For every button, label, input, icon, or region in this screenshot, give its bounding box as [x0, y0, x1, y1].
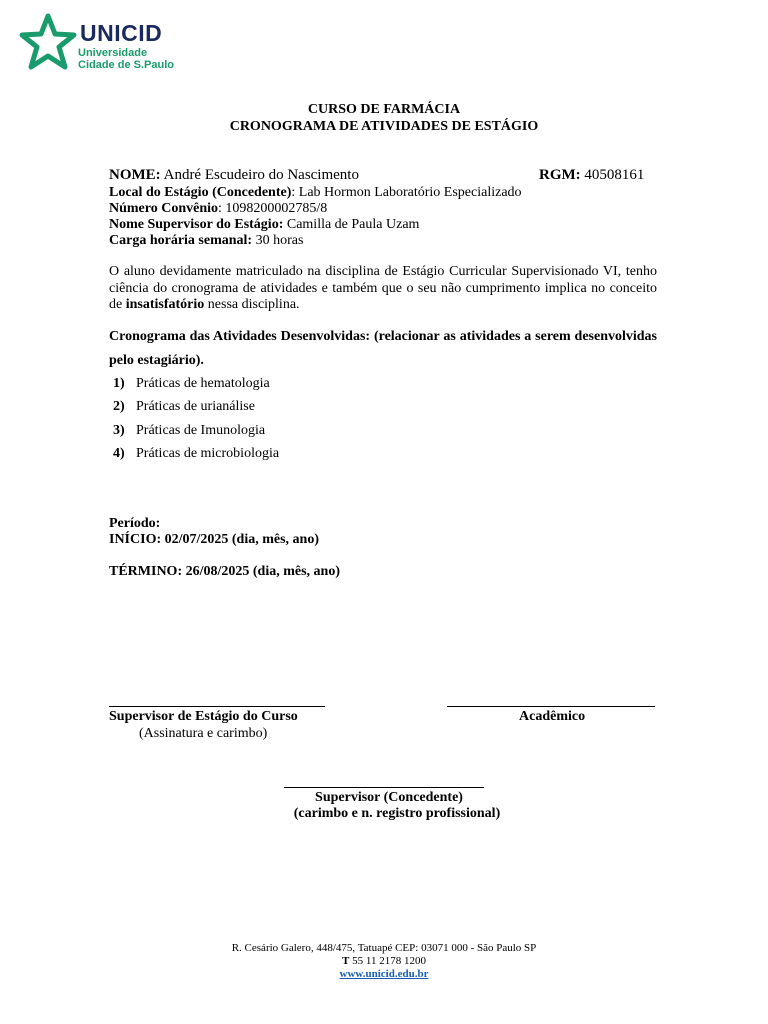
termino-date: TÉRMINO: 26/08/2025 (dia, mês, ano): [109, 564, 340, 579]
periodo-label: Período:: [109, 516, 161, 531]
local-line: Local do Estágio (Concedente): Lab Hormon Laboratório Especializado: [109, 185, 522, 200]
rgm-label: RGM:: [539, 167, 581, 183]
signature-concedente-title: Supervisor (Concedente): [315, 790, 463, 805]
statement-emphasis: insatisfatório: [125, 297, 205, 312]
carga-value: 30 horas: [255, 233, 304, 248]
name-value: André Escudeiro do Nascimento: [163, 167, 359, 183]
supervisor-value: Camilla de Paula Uzam: [286, 217, 420, 232]
convenio-label: Número Convênio: [109, 201, 219, 216]
statement-text-end: nessa disciplina.: [204, 297, 300, 312]
convenio-value: 1098200002785/8: [225, 201, 328, 216]
signature-academico-title: Acadêmico: [519, 709, 586, 724]
activity-item: [113, 376, 270, 392]
activity-text: Práticas de microbiologia: [136, 446, 280, 461]
logo-line-2: Cidade de S.Paulo: [78, 59, 174, 71]
cronograma-heading: Cronograma das Atividades Desenvolvidas: (relacionar as atividades a serem desenvolvidas pelo estagiário).: [109, 329, 657, 368]
carga-label: Carga horária semanal:: [109, 233, 253, 248]
document-title: CRONOGRAMA DE ATIVIDADES DE ESTÁGIO: [229, 119, 539, 134]
local-label: Local do Estágio (Concedente): [109, 185, 292, 200]
footer-phone: [0, 955, 768, 967]
signature-concedente-note: (carimbo e n. registro profissional): [293, 806, 501, 821]
activity-number: 4): [113, 446, 125, 461]
activity-text: Práticas de Imunologia: [136, 423, 266, 438]
activity-item: [113, 399, 255, 415]
logo-brand: UNICID: [80, 20, 163, 46]
activity-text: Práticas de hematologia: [136, 376, 270, 391]
name-line: [109, 167, 359, 184]
signature-line-curso: [109, 706, 325, 707]
footer-phone-number: 55 11 2178 1200: [349, 955, 426, 967]
course-title: CURSO DE FARMÁCIA: [307, 102, 461, 117]
local-value: Lab Hormon Laboratório Especializado: [298, 185, 522, 200]
signature-line-academico: [447, 706, 655, 707]
convenio-line: Número Convênio: 1098200002785/8: [109, 201, 328, 216]
rgm-value: 40508161: [584, 167, 645, 183]
activity-text: Práticas de urianálise: [136, 399, 255, 414]
star-logo-icon: [18, 12, 78, 74]
activity-item: [113, 446, 279, 462]
logo-line-1: Universidade: [78, 47, 148, 59]
footer-phone-label: T: [342, 955, 350, 967]
statement-paragraph: [109, 264, 657, 314]
unicid-logo: [18, 12, 198, 74]
inicio-date: INÍCIO: 02/07/2025 (dia, mês, ano): [109, 532, 320, 547]
footer-website-link[interactable]: www.unicid.edu.br: [339, 968, 429, 980]
activity-number: 2): [113, 399, 125, 414]
footer-address: R. Cesário Galero, 448/475, Tatuapé CEP: 03071 000 - São Paulo SP: [231, 942, 537, 954]
activity-number: 1): [113, 376, 125, 391]
rgm-line: [539, 167, 644, 184]
supervisor-label: Nome Supervisor do Estágio:: [109, 217, 284, 232]
supervisor-line: [109, 217, 419, 233]
activity-item: [113, 423, 265, 439]
footer-website-wrap: [0, 968, 768, 980]
name-label: NOME:: [109, 167, 161, 183]
activity-number: 3): [113, 423, 125, 438]
carga-line: [109, 233, 303, 249]
signature-curso-title: Supervisor de Estágio do Curso: [109, 709, 298, 724]
signature-curso-note: (Assinatura e carimbo): [139, 726, 268, 741]
statement-text: O aluno devidamente matriculado na disciplina de Estágio Curricular Supervisionado VI, tenho ciência do cronograma de atividades e também que o seu não cumprimento implica no conceito de: [109, 264, 657, 312]
signature-line-concedente: [284, 787, 484, 788]
